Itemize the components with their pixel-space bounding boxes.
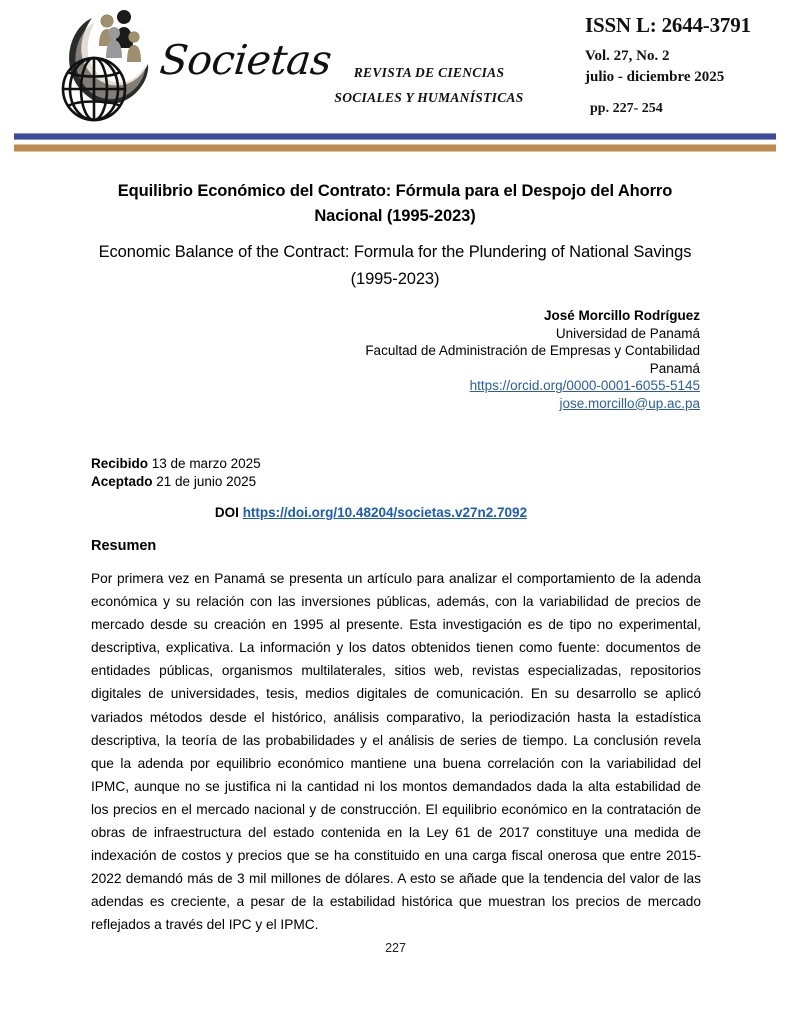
issue-metadata [585,12,785,119]
received-value: 13 de marzo 2025 [151,456,261,471]
societas-globe-people-logo-icon [52,6,170,124]
submission-dates [91,455,491,490]
page-range-label: pp. 227- 254 [590,101,663,116]
divider-rule-blue [14,133,776,140]
doi-row [91,504,651,522]
page-number: 227 [385,941,406,955]
received-label: Recibido [91,456,149,471]
author-institution: Universidad de Panamá [555,325,700,341]
article-title-english: Economic Balance of the Contract: Formula for the Plundering of National Savings (1995-2023) [98,242,692,288]
author-email-link[interactable]: jose.morcillo@up.ac.pa [559,395,700,411]
divider-rule-tan [14,144,776,152]
accepted-value: 21 de junio 2025 [156,473,257,489]
author-country: Panamá [649,360,700,376]
abstract-text: Por primera vez en Panamá se presenta un artículo para analizar el comportamiento de la adenda económica y su relación con las inversiones públicas, además, con la variabilidad de precios de mercado desde su creación en 1995 al presente. Esta investigación es de tipo no experimental, descriptiva, explicativa. La información y los datos obtenidos tienen como fuente: documentos de entidades públicas, organismos multilaterales, sitios web, revistas especializadas, repositorios digitales de universidades, tesis, medios digitales de comunicación. En su desarrollo se aplicó variados métodos desde el histórico, análisis comparativo, la periodización hasta la estadística descriptiva, la teoría de las probabilidades y el análisis de series de tiempo. La conclusión revela que la adenda por equilibrio económico mantiene una buena correlación con la variabilidad del IPMC, aunque no se justifica ni la cantidad ni los montos demandados dada la alta estabilidad de los precios en el mercado nacional y de construcción. El equilibrio económico en la contratación de obras de infraestructura del estado contenida en la Ley 61 de 2017 constituye una medida de indexación de costos y precios que se ha constituido en una carga fiscal onerosa que entre 2015-2022 demandó más de 3 mil millones de dólares. A esto se añade que la tendencia del valor de las adendas es creciente, a pesar de la estabilidad histórica que muestran los precios de mercado reflejados a través del IPC y el IPMC. [91,571,701,933]
journal-wordmark: Societas [157,36,334,84]
journal-subtitle-line1: REVISTA DE CIENCIAS [353,65,505,80]
doi-label: DOI [214,505,239,520]
journal-logo [52,4,334,124]
issn-label: ISSN L: 2644-3791 [585,13,751,37]
received-row [91,455,491,473]
accepted-label: Aceptado [91,473,153,489]
author-affiliation-block [300,307,700,412]
author-name: José Morcillo Rodríguez [543,308,700,323]
issue-period-label: julio - diciembre 2025 [585,69,725,85]
article-title-spanish: Equilibrio Económico del Contrato: Fórmula para el Despojo del Ahorro Nacional (1995-2023) [117,182,673,226]
masthead [0,0,791,128]
volume-label: Vol. 27, No. 2 [585,48,670,64]
author-faculty: Facultad de Administración de Empresas y Contabilidad [365,343,700,358]
abstract-heading: Resumen [91,538,157,554]
author-orcid-link[interactable]: https://orcid.org/0000-0001-6055-5145 [469,378,700,393]
doi-link[interactable]: https://doi.org/10.48204/societas.v27n2.7092 [242,505,528,520]
accepted-row [91,473,491,491]
journal-subtitle [300,60,558,110]
journal-subtitle-line2: SOCIALES Y HUMANÍSTICAS [334,90,524,105]
